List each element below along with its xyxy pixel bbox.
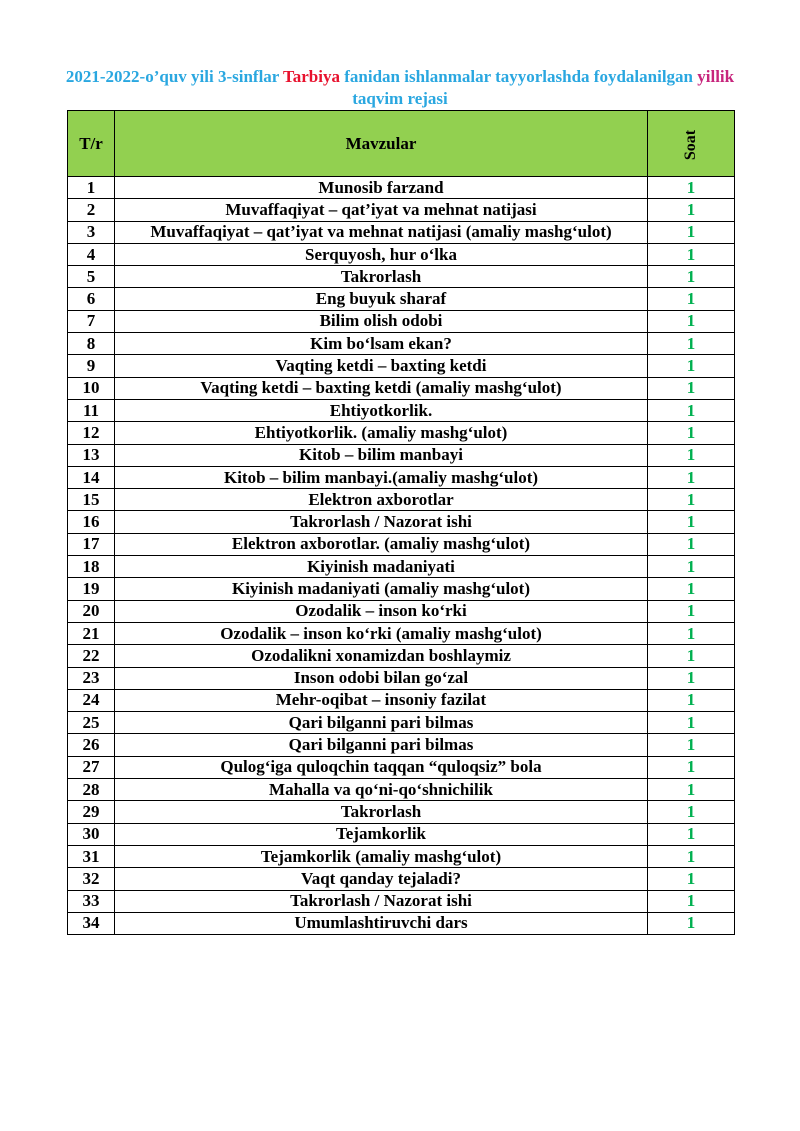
- table-row: [68, 511, 735, 533]
- row-hours: 1: [648, 333, 735, 355]
- row-hours: 1: [648, 845, 735, 867]
- row-topic: Eng buyuk sharaf: [115, 288, 648, 310]
- table-row: [68, 667, 735, 689]
- plan-table: [67, 110, 735, 935]
- row-num: 9: [68, 355, 115, 377]
- row-topic: Kitob – bilim manbayi.(amaliy mashg‘ulot): [115, 466, 648, 488]
- row-num: 5: [68, 266, 115, 288]
- table-row: [68, 712, 735, 734]
- table-row: [68, 868, 735, 890]
- row-num: 25: [68, 712, 115, 734]
- row-topic: Takrorlash / Nazorat ishi: [115, 890, 648, 912]
- row-topic: Qari bilganni pari bilmas: [115, 734, 648, 756]
- document-title: [60, 66, 740, 110]
- row-num: 3: [68, 221, 115, 243]
- row-hours: 1: [648, 422, 735, 444]
- row-hours: 1: [648, 801, 735, 823]
- row-hours: 1: [648, 556, 735, 578]
- row-hours: 1: [648, 533, 735, 555]
- row-topic: Umumlashtiruvchi dars: [115, 912, 648, 934]
- row-num: 1: [68, 177, 115, 199]
- row-topic: Vaqting ketdi – baxting ketdi (amaliy mashg‘ulot): [115, 377, 648, 399]
- row-hours: 1: [648, 868, 735, 890]
- table-row: [68, 377, 735, 399]
- row-topic: Ehtiyotkorlik.: [115, 399, 648, 421]
- table-row: [68, 355, 735, 377]
- table-row: [68, 310, 735, 332]
- row-num: 27: [68, 756, 115, 778]
- table-row: [68, 823, 735, 845]
- table-row: [68, 779, 735, 801]
- row-num: 20: [68, 600, 115, 622]
- row-topic: Vaqting ketdi – baxting ketdi: [115, 355, 648, 377]
- row-hours: 1: [648, 734, 735, 756]
- table-row: [68, 600, 735, 622]
- row-hours: 1: [648, 756, 735, 778]
- row-hours: 1: [648, 177, 735, 199]
- row-hours: 1: [648, 712, 735, 734]
- table-row: [68, 466, 735, 488]
- table-row: [68, 444, 735, 466]
- title-subject: Tarbiya: [282, 67, 340, 86]
- row-num: 34: [68, 912, 115, 934]
- table-row: [68, 734, 735, 756]
- row-topic: Qari bilganni pari bilmas: [115, 712, 648, 734]
- row-topic: Ozodalikni xonamizdan boshlaymiz: [115, 645, 648, 667]
- header-num: T/r: [68, 111, 115, 177]
- row-topic: Muvaffaqiyat – qat’iyat va mehnat natijasi (amaliy mashg‘ulot): [115, 221, 648, 243]
- table-row: [68, 266, 735, 288]
- row-topic: Kim bo‘lsam ekan?: [115, 333, 648, 355]
- row-num: 6: [68, 288, 115, 310]
- table-row: [68, 221, 735, 243]
- row-hours: 1: [648, 444, 735, 466]
- title-yillik: yillik: [697, 67, 735, 86]
- row-num: 18: [68, 556, 115, 578]
- row-topic: Ehtiyotkorlik. (amaliy mashg‘ulot): [115, 422, 648, 444]
- table-row: [68, 556, 735, 578]
- row-topic: Mehr-oqibat – insoniy fazilat: [115, 689, 648, 711]
- row-hours: 1: [648, 578, 735, 600]
- row-hours: 1: [648, 689, 735, 711]
- row-hours: 1: [648, 823, 735, 845]
- row-num: 12: [68, 422, 115, 444]
- row-hours: 1: [648, 912, 735, 934]
- row-topic: Mahalla va qo‘ni-qo‘shnichilik: [115, 779, 648, 801]
- table-row: [68, 177, 735, 199]
- row-num: 31: [68, 845, 115, 867]
- table-row: [68, 912, 735, 934]
- row-num: 29: [68, 801, 115, 823]
- table-row: [68, 333, 735, 355]
- row-topic: Tejamkorlik: [115, 823, 648, 845]
- table-row: [68, 578, 735, 600]
- row-topic: Bilim olish odobi: [115, 310, 648, 332]
- row-num: 7: [68, 310, 115, 332]
- row-hours: 1: [648, 890, 735, 912]
- row-num: 17: [68, 533, 115, 555]
- row-num: 14: [68, 466, 115, 488]
- row-num: 11: [68, 399, 115, 421]
- title-part-3: fanidan ishlanmalar tayyorlashda foydalanilgan: [340, 67, 698, 86]
- row-hours: 1: [648, 645, 735, 667]
- row-topic: Takrorlash: [115, 266, 648, 288]
- row-hours: 1: [648, 622, 735, 644]
- row-topic: Kiyinish madaniyati: [115, 556, 648, 578]
- row-topic: Kiyinish madaniyati (amaliy mashg‘ulot): [115, 578, 648, 600]
- row-num: 21: [68, 622, 115, 644]
- title-part-5: taqvim rejasi: [352, 89, 448, 108]
- row-topic: Tejamkorlik (amaliy mashg‘ulot): [115, 845, 648, 867]
- row-hours: 1: [648, 489, 735, 511]
- row-topic: Ozodalik – inson ko‘rki (amaliy mashg‘ulot): [115, 622, 648, 644]
- table-row: [68, 199, 735, 221]
- row-num: 22: [68, 645, 115, 667]
- row-hours: 1: [648, 310, 735, 332]
- table-row: [68, 533, 735, 555]
- header-topic: Mavzular: [115, 111, 648, 177]
- table-row: [68, 689, 735, 711]
- table-row: [68, 890, 735, 912]
- row-hours: 1: [648, 466, 735, 488]
- row-topic: Takrorlash: [115, 801, 648, 823]
- row-num: 4: [68, 243, 115, 265]
- row-hours: 1: [648, 221, 735, 243]
- row-num: 23: [68, 667, 115, 689]
- row-hours: 1: [648, 779, 735, 801]
- row-num: 16: [68, 511, 115, 533]
- table-header-row: [68, 111, 735, 177]
- row-num: 8: [68, 333, 115, 355]
- row-hours: 1: [648, 511, 735, 533]
- table-row: [68, 845, 735, 867]
- row-hours: 1: [648, 600, 735, 622]
- table-row: [68, 622, 735, 644]
- row-hours: 1: [648, 399, 735, 421]
- row-num: 2: [68, 199, 115, 221]
- row-num: 10: [68, 377, 115, 399]
- row-num: 15: [68, 489, 115, 511]
- table-row: [68, 489, 735, 511]
- table-row: [68, 422, 735, 444]
- row-num: 30: [68, 823, 115, 845]
- row-hours: 1: [648, 288, 735, 310]
- row-topic: Elektron axborotlar. (amaliy mashg‘ulot): [115, 533, 648, 555]
- row-hours: 1: [648, 377, 735, 399]
- row-num: 28: [68, 779, 115, 801]
- row-num: 13: [68, 444, 115, 466]
- row-topic: Qulog‘iga quloqchin taqqan “quloqsiz” bola: [115, 756, 648, 778]
- row-num: 33: [68, 890, 115, 912]
- row-topic: Ozodalik – inson ko‘rki: [115, 600, 648, 622]
- row-num: 19: [68, 578, 115, 600]
- row-num: 26: [68, 734, 115, 756]
- row-topic: Serquyosh, hur o‘lka: [115, 243, 648, 265]
- table-row: [68, 399, 735, 421]
- row-hours: 1: [648, 243, 735, 265]
- title-part-1: 2021-2022-o’quv yili 3-sinflar: [65, 67, 283, 86]
- table-body: [68, 177, 735, 935]
- row-num: 24: [68, 689, 115, 711]
- row-topic: Kitob – bilim manbayi: [115, 444, 648, 466]
- table-row: [68, 645, 735, 667]
- row-hours: 1: [648, 199, 735, 221]
- header-hours: [648, 111, 735, 177]
- row-topic: Elektron axborotlar: [115, 489, 648, 511]
- row-hours: 1: [648, 667, 735, 689]
- row-topic: Vaqt qanday tejaladi?: [115, 868, 648, 890]
- row-hours: 1: [648, 266, 735, 288]
- table-row: [68, 756, 735, 778]
- table-row: [68, 243, 735, 265]
- table-row: [68, 288, 735, 310]
- row-topic: Munosib farzand: [115, 177, 648, 199]
- row-topic: Muvaffaqiyat – qat’iyat va mehnat natijasi: [115, 199, 648, 221]
- row-topic: Inson odobi bilan go‘zal: [115, 667, 648, 689]
- row-hours: 1: [648, 355, 735, 377]
- row-num: 32: [68, 868, 115, 890]
- row-topic: Takrorlash / Nazorat ishi: [115, 511, 648, 533]
- table-row: [68, 801, 735, 823]
- header-hours-label: Soat: [681, 129, 699, 160]
